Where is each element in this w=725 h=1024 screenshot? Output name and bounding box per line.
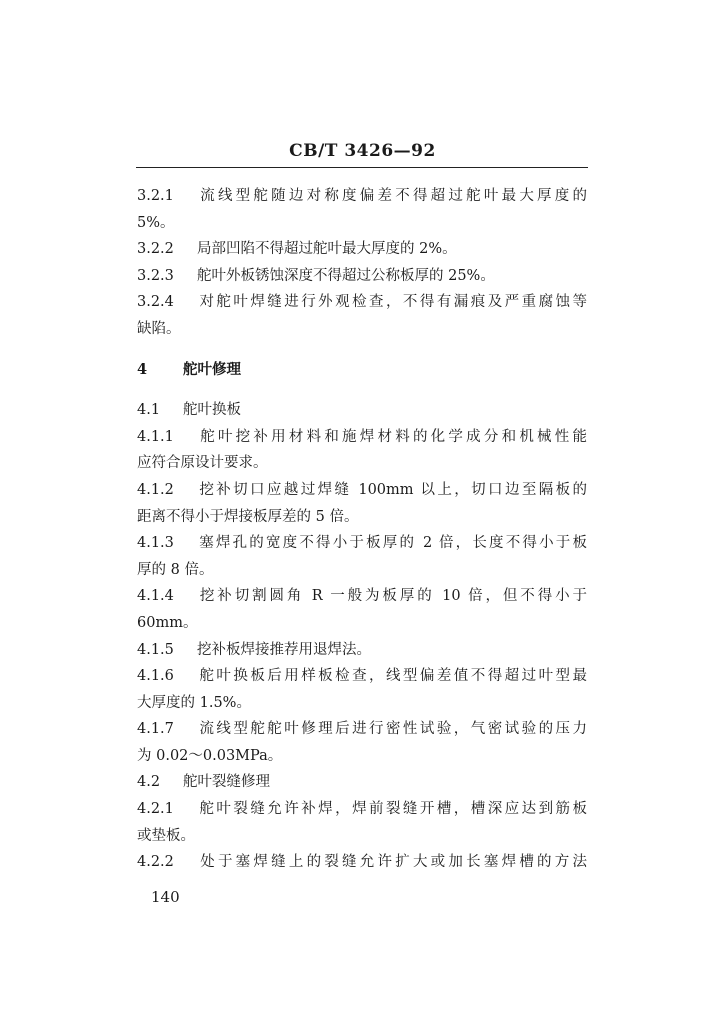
section-title: 舵叶修理 [183, 360, 241, 378]
clause-number: 4.2.1 [137, 801, 174, 818]
clause-number: 4.1.6 [137, 668, 174, 685]
clause-text: 处于塞焊缝上的裂缝允许扩大或加长塞焊槽的方法 [197, 854, 587, 871]
section-4-1-heading [137, 397, 587, 424]
clause-text-cont: 距离不得小于焊接板厚差的 5 倍。 [137, 508, 359, 525]
section-4-heading [137, 357, 587, 384]
clause-3-2-4-line-1 [137, 289, 587, 316]
clause-text-cont: 为 0.02～0.03MPa。 [137, 747, 283, 764]
clause-text-cont: 厚的 8 倍。 [137, 561, 214, 578]
section-number: 4.1 [137, 402, 161, 419]
clause-text-cont: 60mm。 [137, 614, 198, 631]
clause-number: 4.1.5 [137, 641, 174, 658]
clause-number: 3.2.3 [137, 267, 174, 284]
clause-4-2-1-line-1 [137, 796, 587, 823]
clause-number: 3.2.2 [137, 241, 174, 258]
clause-4-1-3-line-1 [137, 530, 587, 557]
clause-number: 4.1.7 [137, 721, 174, 738]
clause-4-1-6-line-1 [137, 663, 587, 690]
clause-4-1-2-line-2 [137, 504, 587, 531]
clause-text: 局部凹陷不得超过舵叶最大厚度的 2%。 [197, 241, 457, 258]
clause-4-1-4-line-1 [137, 583, 587, 610]
section-number: 4.2 [137, 774, 161, 791]
document-body [137, 183, 587, 876]
section-number: 4 [137, 360, 148, 378]
page-number: 140 [151, 888, 180, 906]
section-title: 舵叶换板 [183, 402, 241, 419]
clause-4-2-2-line-1 [137, 849, 587, 876]
clause-4-2-1-line-2 [137, 823, 587, 850]
clause-text: 挖补板焊接推荐用退焊法。 [197, 641, 371, 658]
clause-number: 4.1.2 [137, 481, 174, 498]
clause-text: 舵叶换板后用样板检查，线型偏差值不得超过叶型最 [197, 668, 587, 685]
spacer [137, 343, 587, 357]
clause-3-2-2 [137, 236, 587, 263]
clause-number: 3.2.4 [137, 294, 174, 311]
clause-3-2-3 [137, 263, 587, 290]
standard-code-header: CB/T 3426—92 [289, 141, 436, 161]
clause-3-2-1-line-1 [137, 183, 587, 210]
clause-3-2-4-line-2 [137, 316, 587, 343]
clause-text: 流线型舵舵叶修理后进行密性试验，气密试验的压力 [197, 721, 587, 738]
clause-4-1-4-line-2 [137, 610, 587, 637]
clause-4-1-1-line-2 [137, 450, 587, 477]
clause-number: 4.1.4 [137, 588, 174, 605]
clause-text-cont: 缺陷。 [137, 320, 181, 337]
clause-text-cont: 应符合原设计要求。 [137, 455, 268, 472]
clause-4-1-5 [137, 637, 587, 664]
clause-4-1-7-line-1 [137, 716, 587, 743]
clause-4-1-6-line-2 [137, 690, 587, 717]
clause-text: 舵叶裂缝允许补焊，焊前裂缝开槽，槽深应达到筋板 [197, 801, 587, 818]
clause-text-cont: 大厚度的 1.5%。 [137, 694, 251, 711]
clause-number: 4.2.2 [137, 854, 174, 871]
clause-number: 4.1.1 [137, 428, 174, 445]
clause-text: 塞焊孔的宽度不得小于板厚的 2 倍，长度不得小于板 [197, 535, 587, 552]
clause-4-1-2-line-1 [137, 477, 587, 504]
clause-number: 4.1.3 [137, 535, 174, 552]
clause-4-1-1-line-1 [137, 424, 587, 451]
clause-number: 3.2.1 [137, 188, 174, 204]
clause-text: 舵叶挖补用材料和施焊材料的化学成分和机械性能 [197, 428, 587, 445]
clause-text: 挖补切割圆角 R 一般为板厚的 10 倍，但不得小于 [197, 588, 587, 605]
clause-3-2-1-line-2 [137, 210, 587, 237]
clause-text: 对舵叶焊缝进行外观检查，不得有漏痕及严重腐蚀等 [197, 294, 587, 311]
header-rule [136, 167, 588, 168]
clause-text: 挖补切口应越过焊缝 100mm 以上，切口边至隔板的 [197, 481, 587, 498]
section-title: 舵叶裂缝修理 [183, 774, 270, 791]
clause-text: 流线型舵随边对称度偏差不得超过舵叶最大厚度的 [197, 188, 587, 204]
clause-text-cont: 5%。 [137, 214, 175, 231]
clause-text: 舵叶外板锈蚀深度不得超过公称板厚的 25%。 [197, 267, 495, 284]
section-4-2-heading [137, 769, 587, 796]
clause-text-cont: 或垫板。 [137, 827, 195, 844]
clause-4-1-7-line-2 [137, 743, 587, 770]
clause-4-1-3-line-2 [137, 557, 587, 584]
spacer [137, 383, 587, 397]
